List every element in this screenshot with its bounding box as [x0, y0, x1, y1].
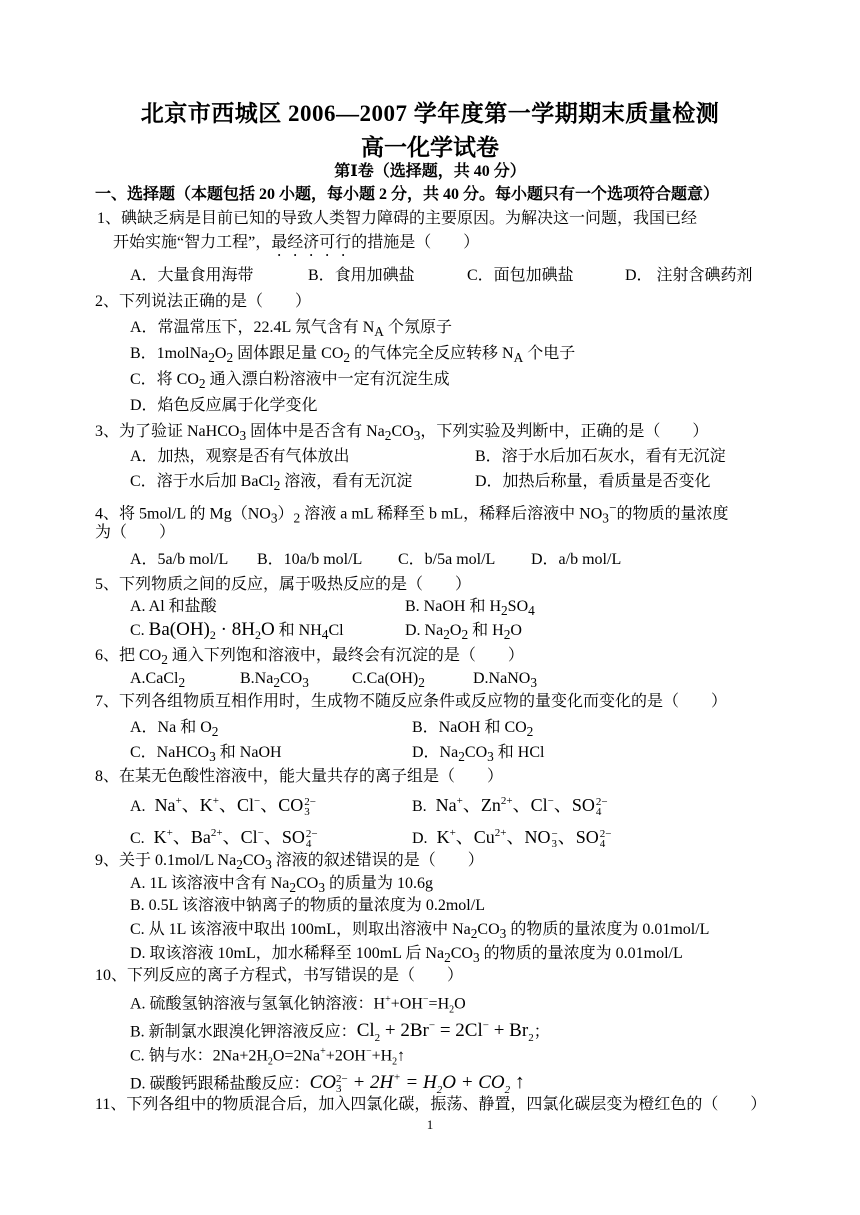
q6-d-text: D.NaNO [473, 670, 531, 687]
q4-text: 的物质的量浓度 [616, 505, 729, 523]
q8-option-d[interactable]: D. K+、$Cu^{2+}$、NO − 3 、SO 2− 4 [412, 827, 612, 850]
q3-option-d[interactable]: D．加热后称量，看质量是否变化 [475, 473, 711, 490]
q8-b-label: B. [412, 798, 427, 815]
q5-b-sub: 2 [501, 603, 508, 619]
q1-stem-line1: 1、碘缺乏病是目前已知的导致人类智力障碍的主要原因。为解决这一问题，我国已经 [97, 210, 698, 227]
q4-option-a[interactable]: A．5a/b mol/L [130, 551, 229, 568]
q4-option-d[interactable]: D．a/b mol/L [531, 551, 622, 568]
q6-a-text: A.CaCl [130, 670, 179, 687]
q4-sub: 3 [602, 510, 609, 526]
q5-d-text: D. Na [405, 622, 444, 639]
q9-sub: 2 [236, 857, 243, 873]
q4-option-c[interactable]: C．b/5a mol/L [398, 551, 496, 568]
q3-stem-sub: 2 [384, 428, 392, 444]
q2-option-d[interactable]: D．焰色反应属于化学变化 [130, 397, 318, 414]
q9-d-text: CO [450, 945, 473, 962]
q2-option-b[interactable] [130, 344, 575, 368]
q10-c-sup: − [365, 1046, 372, 1057]
q6-b-sub: 2 [273, 675, 280, 691]
q4-text: 4、将 5mol/L 的 Mg（NO [95, 505, 271, 523]
q1-emphasis: 最经济可行 [271, 234, 352, 251]
q8-c-label: C. [130, 830, 145, 847]
q9-a-sub: 2 [289, 880, 297, 896]
q2-b-text: 的气体完全反应转移 N [350, 345, 514, 362]
q10-c-text: O=2Na [272, 1047, 321, 1065]
q3-option-c[interactable] [130, 472, 412, 496]
q4-sub: 3 [270, 510, 278, 526]
page-number: 1 [426, 1117, 434, 1132]
q2-b-text: 个电子 [523, 345, 576, 362]
q9-c-sub: 2 [470, 926, 478, 942]
q7-d-sub: 2 [458, 749, 465, 765]
q9-a-text: A. 1L 该溶液中含有 Na [130, 875, 290, 892]
q10-d-equation: CO 2− 3 + $2H^+ = H_2O + CO_2$ ↑ [309, 1071, 525, 1097]
q3-c-sub: 2 [273, 478, 281, 494]
q6-b-text: B.Na [240, 670, 274, 687]
q6-b-text: CO [280, 670, 303, 687]
q2-b-text: O [214, 345, 227, 362]
q10-a-text: +OH [390, 995, 423, 1013]
q5-c-formula: O [260, 619, 275, 640]
q10-d-text: D. 碳酸钙跟稀盐酸反应： [130, 1075, 310, 1093]
q2-option-a[interactable] [130, 318, 452, 342]
q10-a-sub: 2 [449, 1004, 455, 1016]
q10-b-equation: $Cl_2 + 2Br^- = 2Cl^- + Br_2$ [356, 1020, 534, 1045]
q5-d-text: 和 H [468, 622, 504, 639]
q5-c-label: C. [130, 622, 149, 639]
q9-d-text: D. 取该溶液 10mL，加水稀释至 100mL 后 Na [130, 945, 445, 962]
q9-option-c[interactable] [130, 920, 709, 944]
q10-c-text: C. 钠与水：2Na+2H [130, 1047, 268, 1065]
q1-stem-post: 的措施是（ ） [351, 234, 480, 251]
q9-d-text: 的物质的量浓度为 0.01mol/L [479, 945, 683, 962]
q1-stem-line2 [113, 233, 479, 260]
q9-a-sub: 3 [318, 880, 325, 896]
q10-c-text: +2OH [325, 1047, 366, 1065]
q3-stem-sub: 3 [413, 428, 421, 444]
section-heading: 一、选择题（本题包括 20 小题，每小题 2 分，共 40 分。每小题只有一个选项符合题意） [95, 186, 720, 203]
q5-c-sub: 2 [209, 628, 216, 643]
gas-arrow-icon: ↑ [397, 1047, 406, 1065]
q7-option-b[interactable] [412, 718, 533, 742]
q6-sub: 2 [161, 652, 168, 668]
q2-option-c[interactable] [130, 370, 450, 394]
q3-option-b[interactable]: B．溶于水后加石灰水，看有无沉淀 [475, 448, 726, 465]
q9-c-text: 的物质的量浓度为 0.01mol/L [506, 921, 710, 938]
q5-option-c[interactable] [130, 620, 344, 645]
q6-option-c[interactable] [352, 669, 425, 693]
q9-c-text: CO [477, 921, 500, 938]
q2-b-sub: 2 [343, 350, 351, 366]
q2-c-text: C．将 CO [130, 371, 199, 388]
q5-d-sub: 2 [443, 627, 450, 643]
q1-stem-pre: 开始实施“智力工程”， [113, 234, 272, 251]
q10-c-text: +H [371, 1047, 393, 1065]
q1-option-b[interactable]: B．食用加碘盐 [308, 267, 415, 284]
q4-sub: 2 [293, 510, 301, 526]
q5-d-text: O [449, 622, 462, 639]
q4-sup: − [608, 500, 617, 515]
q2-b-text: 固体跟足量 CO [233, 345, 344, 362]
q7-b-sub: 2 [526, 724, 534, 740]
q3-c-text: C．溶于水后加 BaCl [130, 473, 274, 490]
q5-option-b[interactable] [405, 597, 535, 621]
q7-option-d[interactable] [412, 743, 544, 767]
q5-c-formula: Ba(OH) [148, 619, 210, 640]
q8-option-c[interactable]: C. K+、$Ba^{2+}$、Cl−、SO 2− 4 [130, 827, 318, 850]
q2-a-text: A．常温常压下，22.4L 氖气含有 N [130, 319, 375, 336]
q1-option-c[interactable]: C．面包加碘盐 [467, 267, 574, 284]
q2-c-sub: 2 [198, 376, 206, 392]
q9-a-text: CO [296, 875, 319, 892]
q6-d-sub: 3 [530, 675, 537, 691]
q9-a-text: 的质量为 10.6g [324, 875, 433, 892]
q5-d-sub: 2 [461, 627, 469, 643]
q6-option-b[interactable] [240, 669, 309, 693]
q3-stem-sub: 3 [239, 428, 247, 444]
q4-text: 溶液 a mL 稀释至 b mL，稀释后溶液中 NO [300, 505, 603, 523]
q7-a-sub: 2 [211, 724, 219, 740]
q9-d-sub: 3 [472, 950, 480, 966]
q4-option-b[interactable]: B．10a/b mol/L [257, 551, 363, 568]
q5-d-sub: 2 [503, 627, 511, 643]
q9-option-a[interactable] [130, 874, 433, 898]
q4-stem-line1 [95, 498, 729, 529]
q9-stem [95, 851, 484, 875]
q3-stem [95, 422, 708, 446]
q2-a-post: 个氖原子 [383, 319, 452, 336]
q3-stem-text: 固体中是否含有 Na [246, 423, 385, 440]
q8-option-a[interactable]: A. Na+、K+、Cl−、CO 2− 3 [130, 795, 316, 818]
q5-b-text: SO [507, 598, 529, 615]
q10-a-text: A. 硫酸氢钠溶液与氢氧化钠溶液：H [130, 995, 386, 1013]
q10-stem: 10、下列反应的离子方程式，书写错误的是（ ） [95, 967, 464, 984]
q6-b-sub: 3 [302, 675, 309, 691]
q7-a-text: A．Na 和 O [130, 719, 212, 736]
q7-c-sub: 3 [209, 749, 216, 765]
q2-b-sub: A [513, 350, 524, 366]
q9-option-d[interactable] [130, 944, 683, 968]
q7-option-c[interactable] [130, 743, 282, 767]
q7-c-text: 和 NaOH [215, 744, 282, 761]
q10-a-sup: − [422, 994, 429, 1005]
part-heading: 第Ⅰ卷（选择题，共 40 分） [334, 163, 526, 180]
q5-option-d[interactable] [405, 621, 522, 645]
q5-c-sub: 4 [321, 627, 329, 643]
q10-a-sup: + [385, 994, 391, 1005]
q5-b-text: B. NaOH 和 H [405, 598, 501, 615]
q3-stem-text: CO [391, 423, 414, 440]
q4-text: ） [277, 505, 294, 523]
q10-c-sub: 2 [392, 1056, 398, 1068]
q9-text: 溶液的叙述错误的是（ ） [271, 852, 484, 869]
q3-option-a[interactable]: A．加热，观察是否有气体放出 [130, 448, 350, 465]
q2-a-sub: A [374, 324, 384, 340]
q6-option-a[interactable] [130, 669, 185, 693]
q9-c-text: C. 从 1L 该溶液中取出 100mL，则取出溶液中 Na [130, 921, 471, 938]
q9-c-sub: 3 [499, 926, 507, 942]
q2-c-text: 通入漂白粉溶液中一定有沉淀生成 [205, 371, 450, 388]
q9-d-sub: 2 [444, 950, 451, 966]
q5-c-formula: · 8H [215, 619, 255, 640]
q11-stem: 11、下列各组中的物质混合后，加入四氯化碳，振荡、静置，四氯化碳层变为橙红色的（ ） [95, 1096, 767, 1113]
q5-c-sub: 2 [254, 628, 261, 643]
q4-stem-line2: 为（ ） [95, 524, 176, 541]
exam-title: 北京市西城区 2006—2007 学年度第一学期期末质量检测 [140, 101, 720, 126]
q2-stem: 2、下列说法正确的是（ ） [95, 293, 312, 310]
q8-d-label: D. [412, 830, 428, 847]
q8-stem: 8、在某无色酸性溶液中，能大量共存的离子组是（ ） [95, 768, 504, 785]
q2-b-text: B．1molNa [130, 345, 209, 362]
q9-text: 9、关于 0.1mol/L Na [95, 852, 237, 869]
q5-c-text: 和 NH [274, 622, 322, 639]
q7-d-text: D．Na [412, 744, 459, 761]
q3-stem-text: ，下列实验及判断中，正确的是（ ） [420, 423, 709, 440]
q5-stem: 5、下列物质之间的反应，属于吸热反应的是（ ） [95, 576, 472, 593]
q6-c-sub: 2 [418, 675, 425, 691]
q6-a-sub: 2 [178, 675, 186, 691]
q10-c-sub: 2 [267, 1056, 273, 1068]
q3-c-text: 溶液，看有无沉淀 [280, 473, 413, 490]
q10-b-text: ； [533, 1023, 550, 1041]
q8-option-b[interactable]: B. Na+、$Zn^{2+}$、Cl−、SO 2− 4 [412, 795, 608, 818]
exam-subtitle: 高一化学试卷 [361, 135, 499, 160]
q6-text: 6、把 CO [95, 647, 162, 664]
q9-option-b[interactable]: B. 0.5L 该溶液中钠离子的物质的量浓度为 0.2mol/L [130, 897, 485, 914]
q8-a-label: A. [130, 798, 146, 815]
q7-option-a[interactable] [130, 718, 218, 742]
q1-option-a[interactable]: A．大量食用海带 [130, 267, 254, 284]
q5-option-a[interactable]: A. Al 和盐酸 [130, 598, 217, 615]
q2-b-sub: 2 [226, 350, 234, 366]
q3-stem-text: 3、为了验证 NaHCO [95, 423, 240, 440]
q5-b-sub: 4 [528, 603, 535, 619]
q7-c-text: C．NaHCO [130, 744, 210, 761]
q10-a-text: =H [428, 995, 450, 1013]
q1-option-d[interactable]: D． 注射含碘药剂 [625, 267, 753, 284]
q5-c-text: Cl [328, 622, 344, 639]
q5-d-text: O [510, 622, 522, 639]
q10-a-text: O [454, 995, 466, 1013]
q10-b-text: B. 新制氯水跟溴化钾溶液反应： [130, 1023, 357, 1041]
q6-option-d[interactable] [473, 669, 537, 693]
q7-d-text: CO [464, 744, 488, 761]
q7-d-sub: 3 [487, 749, 494, 765]
q2-b-sub: 2 [208, 350, 215, 366]
q6-c-text: C.Ca(OH) [352, 670, 419, 687]
q6-text: 通入下列饱和溶液中，最终会有沉淀的是（ ） [167, 647, 524, 664]
q9-text: CO [242, 852, 266, 869]
q6-stem [95, 646, 524, 670]
q7-b-text: B．NaOH 和 CO [412, 719, 527, 736]
q7-d-text: 和 HCl [493, 744, 545, 761]
q9-sub: 3 [265, 857, 272, 873]
q7-stem: 7、下列各组物质互相作用时，生成物不随反应条件或反应物的量变化而变化的是（ ） [95, 693, 728, 710]
q10-c-sup: + [320, 1046, 326, 1057]
